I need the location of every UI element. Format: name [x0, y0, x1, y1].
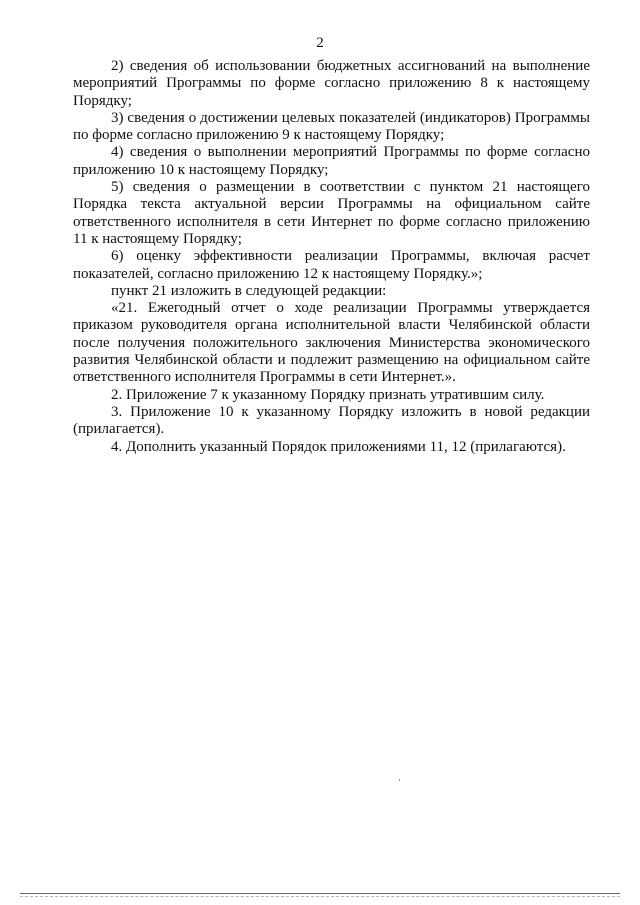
document-body	[73, 58, 590, 456]
paragraph-clause-4: 4. Дополнить указанный Порядок приложениями 11, 12 (прилагаются).	[111, 438, 566, 455]
paragraph-clause-2: 2. Приложение 7 к указанному Порядку признать утратившим силу.	[111, 386, 545, 403]
paragraph-item-6: 6) оценку эффективности реализации Программы, включая расчет показателей, согласно приложению 12 к настоящему Порядку.»;	[73, 248, 590, 282]
paragraph-item-5: 5) сведения о размещении в соответствии с пунктом 21 настоящего Порядка текста актуальной версии Программы на официальном сайте ответственного исполнителя в сети Интернет по форме согласно приложению 11 к настоящему Порядку;	[73, 179, 590, 247]
paragraph-point-21-text: «21. Ежегодный отчет о ходе реализации Программы утверждается приказом руководителя органа исполнительной власти Челябинской области после получения положительного заключения Министерства экономического развития Челябинской области и подлежит размещению на официальном сайте ответственного исполнителя Программы в сети Интернет.».	[73, 300, 590, 386]
paragraph-item-2: 2) сведения об использовании бюджетных ассигнований на выполнение мероприятий Программы по форме согласно приложению 8 к настоящему Порядку;	[73, 58, 590, 109]
paragraph-item-4: 4) сведения о выполнении мероприятий Программы по форме согласно приложению 10 к настоящему Порядку;	[73, 144, 590, 178]
scan-edge-line-faint	[20, 896, 620, 897]
paragraph-point-21-intro: пункт 21 изложить в следующей редакции:	[111, 282, 387, 299]
scan-edge-line	[20, 893, 620, 894]
page-number: 2	[316, 35, 324, 51]
scan-speck	[399, 779, 400, 781]
paragraph-item-3: 3) сведения о достижении целевых показателей (индикаторов) Программы по форме согласно приложению 9 к настоящему Порядку;	[73, 109, 590, 144]
paragraph-clause-3: 3. Приложение 10 к указанному Порядку изложить в новой редакции (прилагается).	[73, 403, 590, 438]
